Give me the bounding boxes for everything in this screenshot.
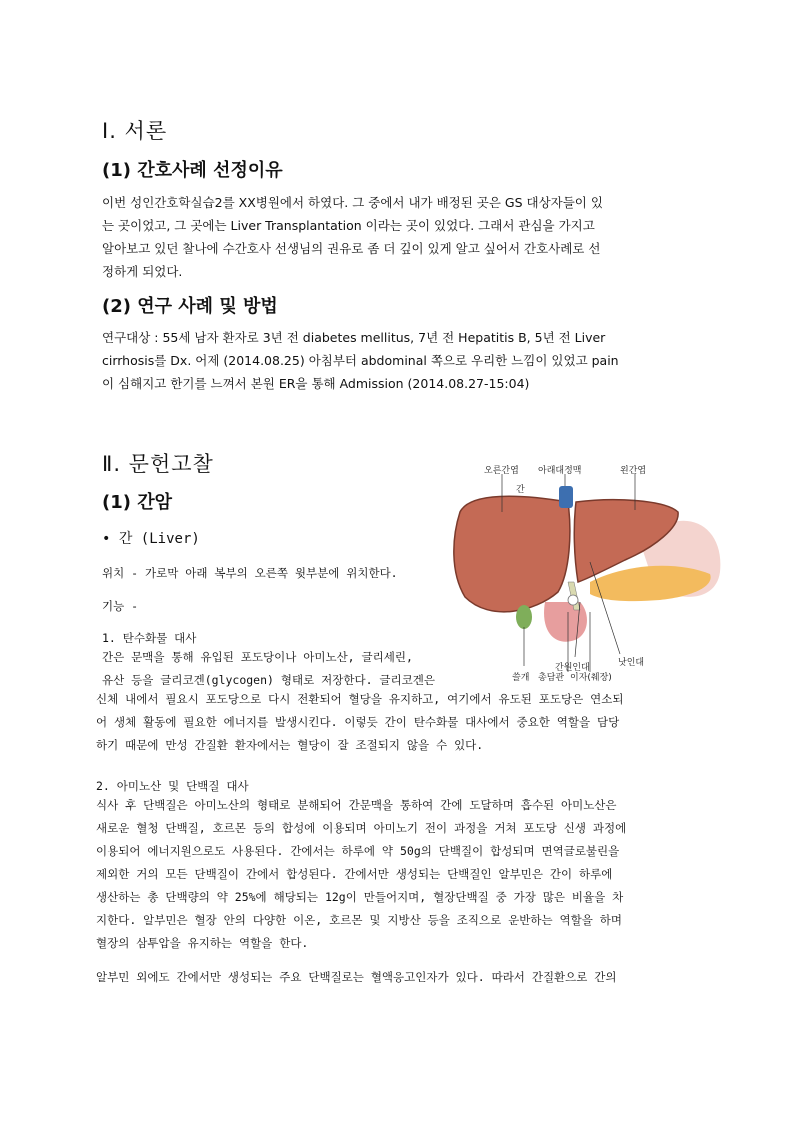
location-line: 위치 - 가로막 아래 복부의 오른쪽 윗부분에 위치한다. — [102, 566, 398, 580]
item1-short-text — [102, 646, 442, 692]
section-1-1-title: (1) 간호사례 선정이유 — [102, 160, 283, 181]
text-line: 하기 때문에 만성 간질환 환자에서는 혈당이 잘 조절되지 않을 수 있다. — [96, 738, 484, 752]
text-line: 이 심해지고 한기를 느껴서 본원 ER을 통해 Admission (2014.08.27-15:04) — [102, 376, 530, 391]
text-line: 알아보고 있던 찰나에 수간호사 선생님의 권유로 좀 더 깊이 있게 알고 싶어서 간호사례로 선 — [102, 241, 601, 256]
item2-title: 2. 아미노산 및 단백질 대사 — [96, 779, 249, 793]
label-bile-duct: 총담관 — [538, 673, 565, 683]
portal-vessel-shape — [568, 595, 578, 605]
text-line: 이용되어 에너지원으로도 사용된다. 간에서는 하루에 약 50g의 단백질이 합성되며 면역글로불린을 — [96, 844, 620, 858]
text-line: 연구대상 : 55세 남자 환자로 3년 전 diabetes mellitus, 7년 전 Hepatitis B, 5년 전 Liver — [102, 330, 606, 345]
label-pancreas: 이자(췌장) — [570, 673, 612, 683]
label-ivc: 아래대정맥 — [538, 466, 582, 476]
label-right-lobe: 오른간엽 — [484, 466, 519, 476]
item2-text — [96, 794, 662, 955]
section-2-1-title: (1) 간암 — [102, 492, 173, 513]
text-line: 지한다. 알부민은 혈장 안의 다양한 이온, 호르몬 및 지방산 등을 조직으로 운반하는 역할을 하며 — [96, 913, 622, 927]
liver-bullet: • 간 (Liver) — [102, 531, 200, 547]
text-line: 간은 문맥을 통해 유입된 포도당이나 아미노산, 글리세린, — [102, 650, 413, 664]
ivc-shape — [559, 486, 573, 508]
label-hepatic-lig: 간원인대 — [555, 663, 590, 673]
section-1-title: Ⅰ. 서론 — [102, 119, 168, 143]
text-line: 새로운 혈청 단백질, 호르몬 등의 합성에 이용되며 아미노기 전이 과정을 거쳐 포도당 신생 과정에 — [96, 821, 627, 835]
text-line: 식사 후 단백질은 아미노산의 형태로 분해되어 간문맥을 통하여 간에 도달하며 흡수된 아미노산은 — [96, 798, 617, 812]
text-line: 제외한 거의 모든 단백질이 간에서 합성된다. 간에서만 생성되는 단백질인 알부민은 간이 하루에 — [96, 867, 613, 881]
last-line: 알부민 외에도 간에서만 생성되는 주요 단백질로는 혈액응고인자가 있다. 따라서 간질환으로 간의 — [96, 970, 617, 984]
gallbladder-shape — [516, 605, 532, 629]
item1-title: 1. 탄수화물 대사 — [102, 631, 197, 645]
section-1-2-title: (2) 연구 사례 및 방법 — [102, 296, 278, 317]
function-line: 기능 - — [102, 599, 139, 613]
text-line: 어 생체 활동에 필요한 에너지를 발생시킨다. 이렇듯 간이 탄수화물 대사에서 중요한 역할을 담당 — [96, 715, 620, 729]
text-line: 이번 성인간호학실습2를 XX병원에서 하였다. 그 중에서 내가 배정된 곳은 GS 대상자들이 있 — [102, 195, 603, 210]
label-left-lobe: 왼간엽 — [620, 466, 647, 476]
text-line: 유산 등을 글리코겐(glycogen) 형태로 저장한다. 글리코겐은 — [102, 673, 435, 687]
section-1-2-body — [102, 326, 662, 395]
text-line: 신체 내에서 필요시 포도당으로 다시 전환되어 혈당을 유지하고, 여기에서 유도된 포도당은 연소되 — [96, 692, 624, 706]
section-1-1-body — [102, 191, 662, 283]
text-line: 는 곳이었고, 그 곳에는 Liver Transplantation 이라는 곳이 있었다. 그래서 관심을 가지고 — [102, 218, 595, 233]
text-line: cirrhosis를 Dx. 어제 (2014.08.25) 아침부터 abdominal 쪽으로 우리한 느낌이 있었고 pain — [102, 353, 619, 368]
text-line: 정하게 되었다. — [102, 264, 183, 279]
label-liver: 간 — [516, 485, 525, 495]
right-lobe-shape — [454, 496, 570, 612]
liver-anatomy-figure — [440, 462, 730, 684]
item1-full-text — [96, 688, 662, 757]
section-2-title: Ⅱ. 문헌고찰 — [102, 452, 214, 476]
text-line: 혈장의 삼투압을 유지하는 역할을 한다. — [96, 936, 309, 950]
label-falciform: 낫인대 — [618, 658, 645, 668]
duodenum-shape — [544, 602, 587, 642]
text-line: 생산하는 총 단백량의 약 25%에 해당되는 12g이 만들어지며, 혈장단백질 중 가장 많은 비율을 차 — [96, 890, 624, 904]
label-gallbladder: 쓸개 — [512, 673, 530, 683]
